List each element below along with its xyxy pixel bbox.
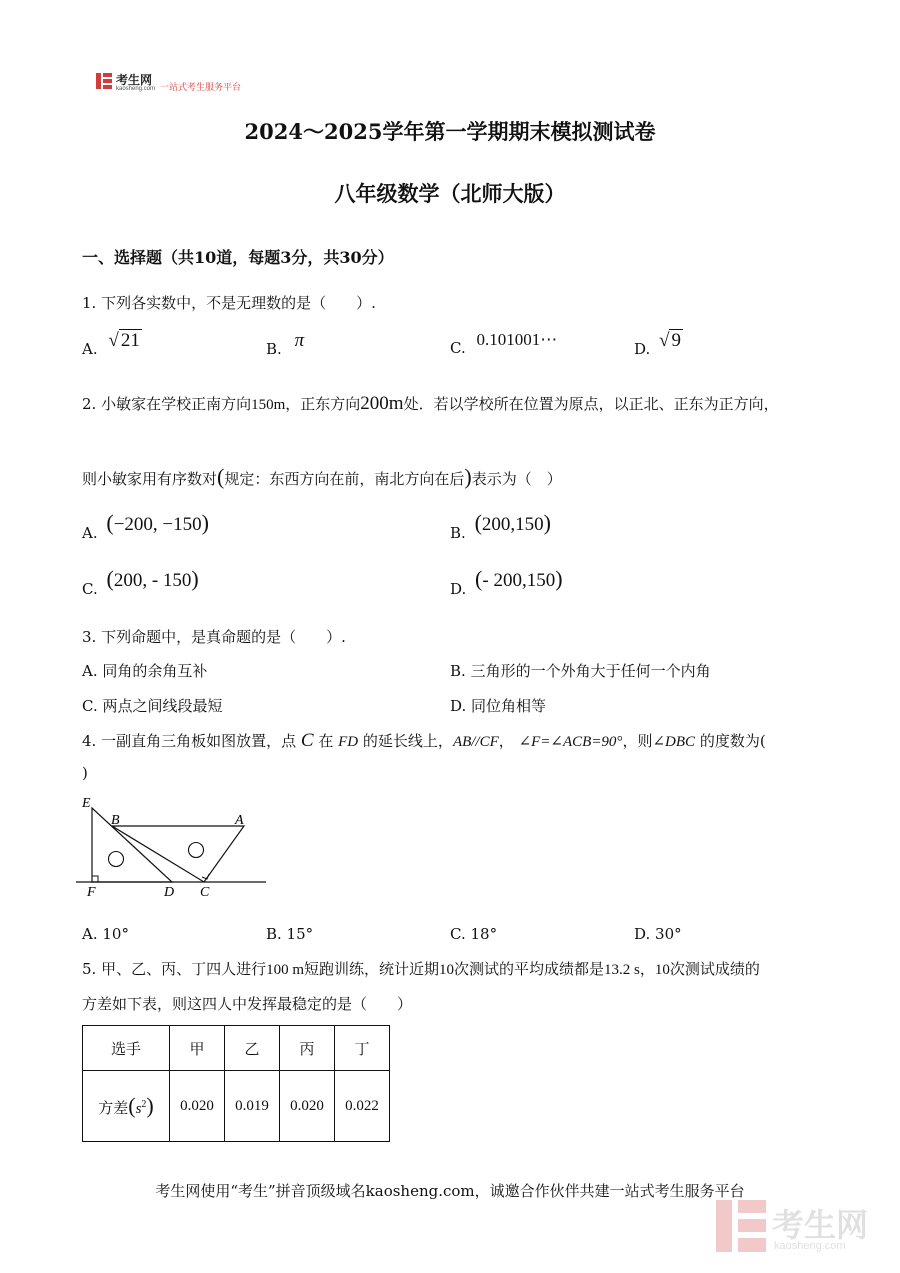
q2-option-c: C. (200, - 150) — [82, 566, 199, 598]
fig-label-f: F — [87, 885, 96, 900]
variance-label-cell: 方差$(s^2)$ — [83, 1071, 170, 1142]
fig-label-b: B — [111, 813, 120, 828]
table-cell: 0.020 — [170, 1071, 225, 1142]
table-header-cell: 甲 — [170, 1026, 225, 1071]
page-title: 2024～2025学年第一学期期末模拟测试卷 — [244, 119, 656, 144]
table-header-cell: 丙 — [280, 1026, 335, 1071]
watermark-name: 考生网 — [772, 1207, 869, 1243]
q1-option-a: A. √ 21 — [82, 330, 140, 358]
table-row — [83, 1071, 390, 1142]
q1-option-b: B. π — [266, 330, 305, 358]
q2-option-a: A. (−200, −150) — [82, 510, 209, 542]
fig-label-e: E — [82, 796, 91, 811]
q3-option-c: C. 两点之间线段最短 — [82, 697, 223, 715]
section-heading: 一、选择题（共10道，每题3分，共30分） — [82, 248, 394, 267]
q3-option-d: D. 同位角相等 — [450, 697, 547, 715]
table-header-row — [83, 1026, 390, 1071]
fig-label-a: A — [235, 813, 244, 828]
q1-option-c: C. 0.101001⋯ — [450, 330, 558, 357]
table-header-cell: 选手 — [83, 1026, 170, 1071]
q4-stem-line1: 4. 一副直角三角板如图放置，点 C 在 FD 的延长线上，AB//CF， ∠F=∠ACB=90°，则∠DBC 的度数为( — [82, 730, 766, 751]
logo-slogan: 一站式考生服务平台 — [160, 82, 242, 92]
variance-table — [82, 1025, 390, 1142]
q1-b-value: π — [294, 330, 305, 351]
kaosheng-logo-icon — [96, 73, 112, 89]
q2-stem-line2: 则小敏家用有序数对(规定：东西方向在前，南北方向在后)表示为（ ） — [82, 464, 562, 489]
q1-d-value: 9 — [671, 330, 681, 351]
fig-label-c: C — [200, 885, 210, 900]
q2-option-b: B. (200,150) — [450, 510, 551, 542]
table-header-cell: 乙 — [225, 1026, 280, 1071]
watermark-domain: kaosheng.com — [774, 1240, 846, 1252]
watermark-logo-icon — [716, 1200, 766, 1252]
q5-stem-line2: 方差如下表，则这四人中发挥最稳定的是（ ） — [82, 995, 413, 1013]
q5-stem-line1: 5. 甲、乙、丙、丁四人进行100 m短跑训练，统计近期10次测试的平均成绩都是13.2 s，10次测试成绩的 — [82, 960, 760, 978]
logo-name: 考生网 — [116, 73, 153, 87]
triangle-figure — [76, 792, 276, 902]
q4-option-b: B. 15° — [266, 925, 314, 943]
table-header-cell: 丁 — [335, 1026, 390, 1071]
q4-option-d: D. 30° — [634, 925, 682, 943]
q3-option-a: A. 同角的余角互补 — [82, 662, 208, 680]
logo-domain: kaosheng.com — [116, 86, 156, 92]
q3-stem: 3. 下列命题中，是真命题的是（ ）. — [82, 628, 346, 646]
q3-option-b: B. 三角形的一个外角大于任何一个内角 — [450, 662, 711, 680]
watermark-logo — [716, 1200, 886, 1256]
q1-a-value: 21 — [120, 330, 140, 351]
page-subtitle: 八年级数学（北师大版） — [334, 181, 566, 206]
q1-c-value: 0.101001⋯ — [476, 330, 558, 349]
q4-option-c: C. 18° — [450, 925, 498, 943]
fig-label-d: D — [164, 885, 175, 900]
q1-stem: 1. 下列各实数中，不是无理数的是（ ）. — [82, 294, 376, 312]
table-cell: 0.020 — [280, 1071, 335, 1142]
footer-text: 考生网使用“考生”拼音顶级域名kaosheng.com，诚邀合作伙伴共建一站式考生服务平台 — [155, 1182, 745, 1200]
q2-option-d: D. (- 200,150) — [450, 566, 563, 598]
q2-stem-line1: 2. 小敏家在学校正南方向150m，正东方向200m处．若以学校所在位置为原点，以正北、正东为正方向， — [82, 393, 779, 414]
table-cell: 0.019 — [225, 1071, 280, 1142]
q4-stem-line2: ) — [82, 764, 88, 782]
table-cell: 0.022 — [335, 1071, 390, 1142]
q1-option-d: D. √ 9 — [634, 330, 681, 358]
q4-option-a: A. 10° — [82, 925, 129, 943]
